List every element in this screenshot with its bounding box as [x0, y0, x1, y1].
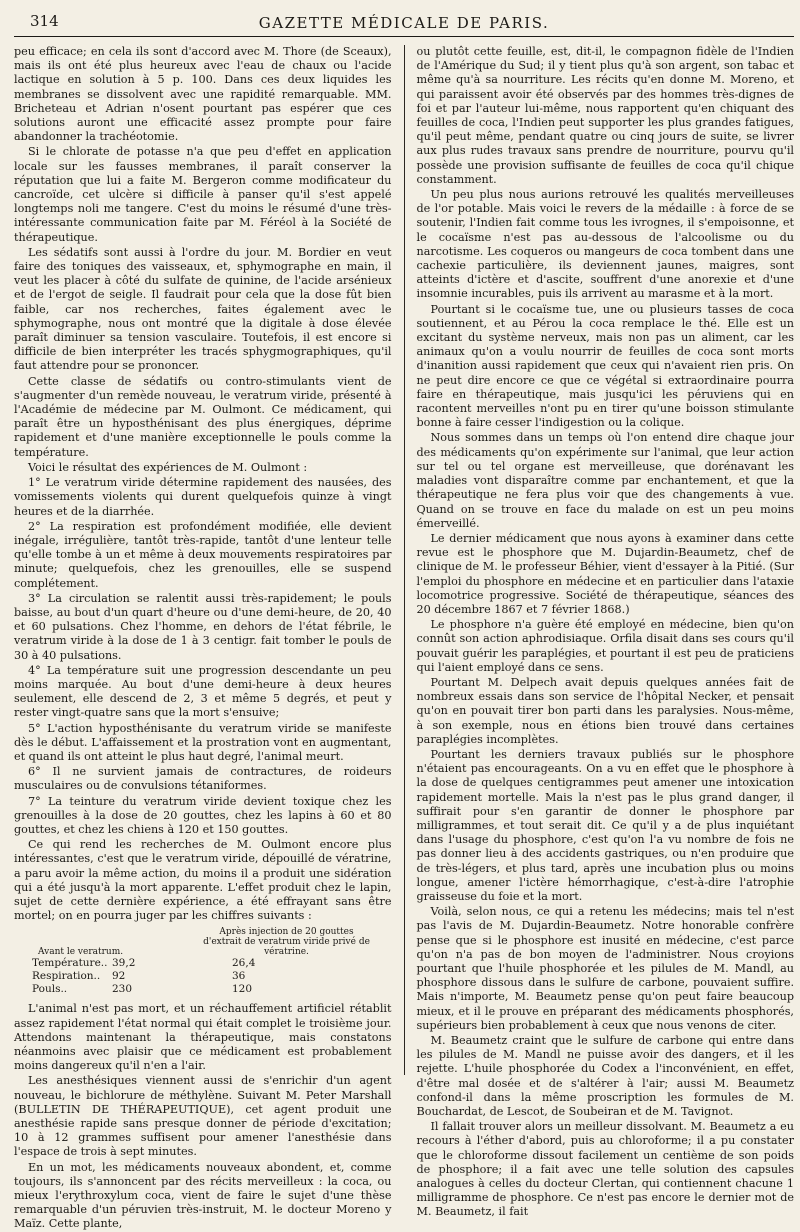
- paragraph: 3° La circulation se ralentit aussi très-rapidement; le pouls baisse, au bout d'un quart d'heure ou d'une demi-heure, de 20, 40 et 60 pulsations. Chez l'homme, en dehors de l'état fébrile, le veratrum viride à la dose de 1 à 3 centigr. fait tomber le pouls de 30 à 40 pulsations.: [14, 591, 392, 662]
- paragraph: peu efficace; en cela ils sont d'accord avec M. Thore (de Sceaux), mais ils ont été plus heureux avec l'eau de chaux ou l'acide lactique en solution à 5 p. 100. Dans ces deux liquides les membranes se dissolvent avec une rapidité remarquable. MM. Bricheteau et Adrian n'osent pourtant pas espérer que ces solutions auront une efficacité assez prompte pour faire abandonner la trachéotomie.: [14, 45, 392, 144]
- paragraph: 7° La teinture du veratrum viride devient toxique chez les grenouilles à la dose de 20 gouttes, chez les lapins à 60 et 80 gouttes, et chez les chiens à 120 et 150 gouttes.: [14, 794, 392, 836]
- paragraph: 1° Le veratrum viride détermine rapidement des nausées, des vomissements violents qui durent quelquefois quinze à vingt heures et de la diarrhée.: [14, 476, 392, 518]
- paragraph: Un peu plus nous aurions retrouvé les qualités merveilleuses de l'or potable. Mais voici le revers de la médaille : à force de se soutenir, l'Indien fait comme tous les ivrognes, il s'empoisonne, et le cocaïsme n'est pas au-dessous de l'alcoolisme ou du narcotisme. Les coqueros ou mangeurs de coca tombent dans une cachexie particulière, ils deviennent jaunes, maigres, sont atteints d'ictère et d'ascite, souffrent d'une anorexie et d'une insomnie incurables, puis ils arrivent au marasme et à la mort.: [416, 188, 794, 301]
- two-column-body: [14, 45, 794, 1231]
- value-before: 92: [112, 970, 126, 983]
- paragraph: L'animal n'est pas mort, et un réchauffement artificiel rétablit assez rapidement l'état normal qui était complet le troisième jour. Attendons maintenant la thérapeutique, mais constatons néanmoins avec plaisir que ce médicament est probablement moins dangereux qu'il n'en a l'air.: [14, 1002, 392, 1073]
- paragraph: M. Beaumetz craint que le sulfure de carbone qui entre dans les pilules de M. Mandl ne puisse avoir des dangers, et il les rejette. L'huile phosphorée du Codex a l'inconvénient, en effet, d'être mal dosée et de s'altérer à l'air; aussi M. Beaumetz confond-il dans la même proscription les formules de M. Bouchardat, de Lescot, de Soubeiran et de M. Tavignot.: [416, 1034, 794, 1119]
- paragraph: Les sédatifs sont aussi à l'ordre du jour. M. Bordier en veut faire des toniques des vaisseaux, et, sphymographe en main, il veut les placer à côté du sulfate de quinine, de l'acide arsénieux et de l'ergot de seigle. Il faudrait pour cela que la dose fût bien faible, car nos recherches, faites également avec le sphymographe, nous ont montré que la digitale à dose élevée paraît diminuer sa tension vasculaire. Toutefois, il est encore si difficile de bien interpréter les tracés sphygmographiques, qu'il faut attendre pour se prononcer.: [14, 245, 392, 373]
- column-divider: [404, 45, 405, 1075]
- paragraph: Si le chlorate de potasse n'a que peu d'effet en application locale sur les fausses membranes, il paraît conserver la réputation que lui a faite M. Bergeron comme modificateur du cancroïde, cet ulcère si difficile à panser qu'il s'est appelé longtemps noli me tangere. C'est du moins le résumé d'une très-intéressante communication faite par M. Féréol à la Société de thérapeutique.: [14, 145, 392, 244]
- journal-page: [14, 10, 794, 1231]
- paragraph: Nous sommes dans un temps où l'on entend dire chaque jour des médicaments qu'on expérimente sur l'animal, que leur action sur tel ou tel organe est merveilleuse, que dorénavant les maladies vont disparaître comme par enchantement, et que la thérapeutique ne fera plus voir que des changements à vue. Quand on se trouve en face du malade on est un peu moins émerveillé.: [416, 431, 794, 530]
- running-header: [14, 10, 794, 37]
- table-row: [14, 957, 392, 970]
- paragraph: En un mot, les médicaments nouveaux abondent, et, comme toujours, ils s'annoncent par des récits merveilleux : la coca, ou mieux l'erythroxylum coca, vient de faire le sujet d'une thèse remarquable d'un péruvien très-instruit, M. le docteur Moreno y Maïz. Cette plante,: [14, 1160, 392, 1231]
- column-header-before: Avant le veratrum.: [38, 947, 124, 958]
- table-row: [14, 970, 392, 983]
- value-after: 36: [232, 970, 246, 983]
- paragraph: 6° Il ne survient jamais de contractures, de roideurs musculaires ou de convulsions tétaniformes.: [14, 765, 392, 793]
- paragraph: Ce qui rend les recherches de M. Oulmont encore plus intéressantes, c'est que le veratrum viride, dépouillé de vératrine, a paru avoir la même action, du moins il a produit une sidération qui a été jusqu'à la mort apparente. L'effet produit chez le lapin, sujet de cette dernière expérience, a été effrayant sans être mortel; on en pourra juger par les chiffres suivants :: [14, 838, 392, 923]
- journal-title: GAZETTE MÉDICALE DE PARIS.: [258, 14, 550, 32]
- row-label: Respiration..: [32, 970, 101, 983]
- value-before: 39,2: [112, 957, 136, 970]
- table-header: [14, 927, 392, 957]
- paragraph: Les anesthésiques viennent aussi de s'enrichir d'un agent nouveau, le bichlorure de méthylène. Suivant M. Peter Marshall (BULLETIN DE THÉRAPEUTIQUE), cet agent produit une anesthésie rapide sans presque donner de période d'excitation; 10 à 12 grammes suffisent pour amener l'anesthésie dans l'espace de trois à sept minutes.: [14, 1074, 392, 1159]
- paragraph: Le phosphore n'a guère été employé en médecine, bien qu'on connût son action aphrodisiaque. Orfila disait dans ses cours qu'il pouvait guérir les paraplégies, et pourtant il est peu de praticiens qui l'aient employé dans ce sens.: [416, 618, 794, 674]
- paragraph: 2° La respiration est profondément modifiée, elle devient inégale, irrégulière, tantôt très-rapide, tantôt d'une lenteur telle qu'elle tombe à un et même à deux mouvements respiratoires par minute; quelquefois, chez les grenouilles, elle se suspend complétement.: [14, 519, 392, 590]
- results-table: [14, 927, 392, 996]
- row-label: Température..: [32, 957, 108, 970]
- column-header-after: Après injection de 20 gouttes d'extrait de veratrum viride privé de vératrine.: [203, 927, 370, 958]
- value-after: 26,4: [232, 957, 256, 970]
- paragraph: 5° L'action hyposthénisante du veratrum viride se manifeste dès le début. L'affaissement et la prostration vont en augmentant, et quand ils ont atteint le plus haut degré, l'animal meurt.: [14, 721, 392, 763]
- paragraph: Le dernier médicament que nous ayons à examiner dans cette revue est le phosphore que M. Dujardin-Beaumetz, chef de clinique de M. le professeur Béhier, vient d'essayer à la Pitié. (Sur l'emploi du phosphore en médecine et en particulier dans l'ataxie locomotrice progressive. Société de thérapeutique, séances des 20 décembre 1867 et 7 février 1868.): [416, 531, 794, 616]
- paragraph: Pourtant si le cocaïsme tue, une ou plusieurs tasses de coca soutiennent, et au Pérou la coca remplace le thé. Elle est un excitant du système nerveux, mais non pas un aliment, car les animaux qu'on a voulu nourrir de feuilles de coca sont morts d'inanition aussi rapidement que ceux qui n'avaient rien pris. On ne peut dire encore ce que ce végétal si extraordinaire pourra faire en thérapeutique, mais jusqu'ici les péruviens qui en racontent merveilles n'ont pu en tirer qu'une boisson stimulante bonne à faire cesser l'indigestion ou la colique.: [416, 302, 794, 430]
- paragraph: Voilà, selon nous, ce qui a retenu les médecins; mais tel n'est pas l'avis de M. Dujardin-Beaumetz. Notre honorable confrère pense que si le phosphore est inusité en médecine, c'est parce qu'on n'a pas de bon moyen de l'administrer. Nous croyions pourtant que l'huile phosphorée et les pilules de M. Mandl, au phosphore dissous dans le sulfure de carbone, pouvaient suffire. Mais n'importe, M. Beaumetz pense qu'on peut faire beaucoup mieux, et il le prouve en préparant des médicaments phosphorés, supérieurs bien probablement à ceux que nous venons de citer.: [416, 905, 794, 1032]
- paragraph: Il fallait trouver alors un meilleur dissolvant. M. Beaumetz a eu recours à l'éther d'abord, puis au chloroforme; il a pu constater que le chloroforme dissout facilement un centième de son poids de phosphore; il a fait avec une telle solution des capsules analogues à celles du docteur Clertan, qui contiennent chacune 1 milligramme de phosphore. Ce n'est pas encore le dernier mot de M. Beaumetz, il fait: [416, 1120, 794, 1219]
- paragraph: Pourtant les derniers travaux publiés sur le phosphore n'étaient pas encourageants. On a vu en effet que le phosphore à la dose de quelques centigrammes peut amener une intoxication rapidement mortelle. Mais la n'est pas le plus grand danger, il suffirait pour s'en garantir de donner le phosphore par milligrammes, et tout serait dit. Ce qu'il y a de plus inquiétant dans l'usage du phosphore, c'est qu'on l'a vu nombre de fois ne pas donner lieu à des accidents gastriques, ou n'en produire que de très-légers, et plus tard, après une incubation plus ou moins longue, amener l'ictère hémorrhagique, c'est-à-dire l'atrophie graisseuse du foie et la mort.: [416, 747, 794, 903]
- paragraph: 4° La température suit une progression descendante un peu moins marquée. Au bout d'une demi-heure à deux heures seulement, elle descend de 2, 3 et même 5 degrés, et peut y rester vingt-quatre sans que la mort s'ensuive;: [14, 663, 392, 720]
- page-number: 314: [30, 12, 59, 30]
- left-column: [14, 45, 392, 1231]
- value-after: 120: [232, 983, 253, 996]
- row-label: Pouls..: [32, 983, 68, 996]
- paragraph: Cette classe de sédatifs ou contro-stimulants vient de s'augmenter d'un remède nouveau, le veratrum viride, présenté à l'Académie de médecine par M. Oulmont. Ce médicament, qui paraît être un hyposthénisant des plus énergiques, déprime rapidement et d'une manière exceptionnelle le pouls comme la température.: [14, 374, 392, 459]
- paragraph: Voici le résultat des expériences de M. Oulmont :: [28, 460, 308, 474]
- table-row: [14, 983, 392, 996]
- paragraph: ou plutôt cette feuille, est, dit-il, le compagnon fidèle de l'Indien de l'Amérique du Sud; il y tient plus qu'à son argent, son tabac et même qu'à sa nourriture. Les récits qu'en donne M. Moreno, et qui paraissent avoir été observés par des hommes très-dignes de foi et par l'auteur lui-même, nous rapportent qu'en chiquant des feuilles de coca, l'Indien peut supporter les plus grandes fatigues, qu'il peut même, pendant quatre ou cinq jours de suite, se livrer aux plus rudes travaux sans prendre de nourriture, pourvu qu'il possède une provision suffisante de feuilles de coca qu'il chique constamment.: [416, 45, 794, 186]
- paragraph: Pourtant M. Delpech avait depuis quelques années fait de nombreux essais dans son service de l'hôpital Necker, et pensait qu'on en pouvait tirer bon parti dans les paralysies. Nous-même, à son exemple, nous en étions bien trouvé dans certaines paraplégies incomplètes.: [416, 675, 794, 746]
- value-before: 230: [112, 983, 133, 996]
- right-column: [416, 45, 795, 1219]
